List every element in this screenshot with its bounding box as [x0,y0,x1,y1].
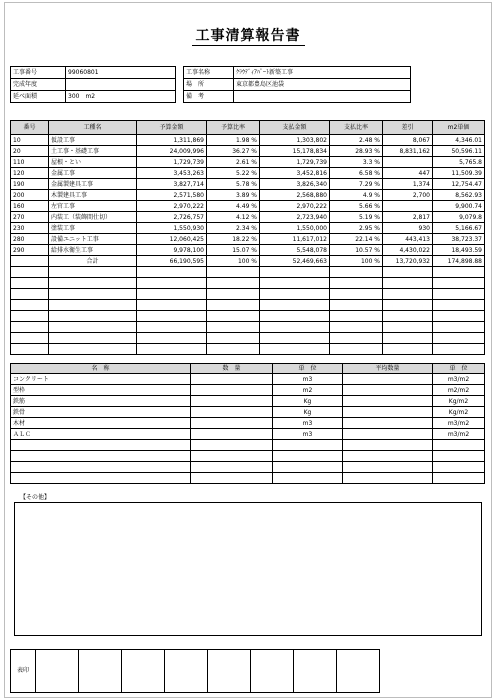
empty-cell [11,462,191,473]
cost-cell: 160 [11,201,49,212]
empty-cell [433,344,485,355]
cost-cell: 5,166.67 [433,223,485,234]
empty-row [11,278,485,289]
empty-cell [137,333,207,344]
materials-cell: ＡＬＣ [11,429,191,440]
empty-cell [433,473,485,484]
empty-cell [191,462,273,473]
empty-cell [273,462,343,473]
empty-row [11,473,485,484]
empty-cell [49,322,137,333]
empty-cell [433,278,485,289]
empty-cell [191,440,273,451]
empty-cell [207,311,260,322]
cost-cell: 52,469,663 [260,256,330,267]
cost-cell: 7.29 % [330,179,383,190]
materials-cell [191,396,273,407]
empty-cell [207,289,260,300]
cost-cell [383,201,433,212]
cost-cell: 2,700 [383,190,433,201]
cost-cell [383,157,433,168]
empty-cell [260,344,330,355]
empty-cell [383,333,433,344]
empty-cell [383,300,433,311]
note-label: 備 考 [184,91,234,103]
empty-cell [433,462,485,473]
materials-cell: 鉄骨 [11,407,191,418]
year-label: 完成年度 [11,79,66,91]
stamp-cell[interactable] [208,650,251,693]
table-row [11,135,485,146]
cost-cell: 8,831,162 [383,146,433,157]
cost-cell: 447 [383,168,433,179]
table-row [11,179,485,190]
empty-cell [260,289,330,300]
empty-row [11,311,485,322]
cost-cell: 5.19 % [330,212,383,223]
materials-cell: Kg/m2 [433,407,485,418]
materials-cell [191,374,273,385]
cost-cell: 2.95 % [330,223,383,234]
materials-cell: m3 [273,429,343,440]
empty-cell [383,344,433,355]
materials-cell [191,385,273,396]
empty-cell [49,267,137,278]
cost-cell: 5.78 % [207,179,260,190]
cost-cell: 9,079.8 [433,212,485,223]
table-row [11,146,485,157]
cost-cell: 280 [11,234,49,245]
empty-cell [11,440,191,451]
empty-cell [11,451,191,462]
cost-cell: 2,817 [383,212,433,223]
empty-cell [273,451,343,462]
cost-cell: 24,009,996 [137,146,207,157]
cost-cell: 1,550,930 [137,223,207,234]
empty-cell [191,473,273,484]
cost-cell: 1,303,802 [260,135,330,146]
cost-cell: 2.61 % [207,157,260,168]
cost-header-cell: 差引 [383,121,433,135]
empty-cell [49,278,137,289]
materials-cell [343,429,433,440]
empty-cell [137,344,207,355]
cost-header-row [11,121,485,135]
empty-cell [191,451,273,462]
empty-cell [273,473,343,484]
cost-cell: 18.22 % [207,234,260,245]
cost-cell: 3.3 % [330,157,383,168]
cost-header-cell: 番号 [11,121,49,135]
empty-cell [137,289,207,300]
empty-cell [11,300,49,311]
empty-cell [207,322,260,333]
empty-cell [11,278,49,289]
cost-cell: 12,754.47 [433,179,485,190]
cost-cell: 66,190,595 [137,256,207,267]
empty-row [11,462,485,473]
empty-cell [383,322,433,333]
materials-cell [343,385,433,396]
cost-cell: 1,729,739 [137,157,207,168]
cost-cell: 290 [11,245,49,256]
list-item [11,396,485,407]
cost-cell: 金属製建具工事 [49,179,137,190]
cost-cell: 443,413 [383,234,433,245]
table-row [11,223,485,234]
materials-cell: m2 [273,385,343,396]
cost-header-cell: m2単価 [433,121,485,135]
cost-cell: 28.93 % [330,146,383,157]
materials-cell [343,374,433,385]
materials-header-cell: 単 位 [433,364,485,374]
empty-cell [11,344,49,355]
cost-cell: 2,723,940 [260,212,330,223]
cost-cell: 4,430,022 [383,245,433,256]
table-row [11,256,485,267]
empty-cell [343,462,433,473]
cost-cell: 3.89 % [207,190,260,201]
stamp-cell[interactable] [251,650,294,693]
cost-cell: 200 [11,190,49,201]
cost-cell: 1.98 % [207,135,260,146]
cost-cell: 3,827,714 [137,179,207,190]
cost-cell: 190 [11,179,49,190]
cost-header-cell: 支払比率 [330,121,383,135]
cost-cell: 金属工事 [49,168,137,179]
empty-cell [207,344,260,355]
place-value: 東京都豊島区池袋 [234,79,411,91]
cost-cell: 2,571,580 [137,190,207,201]
materials-cell: コンクリート [11,374,191,385]
cost-cell: 3,826,340 [260,179,330,190]
empty-cell [330,311,383,322]
cost-cell: 給排水衛生工事 [49,245,137,256]
code-value: 99060801 [66,67,176,79]
materials-header-cell: 名 称 [11,364,191,374]
cost-cell: 合計 [49,256,137,267]
empty-row [11,267,485,278]
empty-cell [330,267,383,278]
cost-cell: 土工事・基礎工事 [49,146,137,157]
materials-cell: m2/m2 [433,385,485,396]
cost-cell: 5.66 % [330,201,383,212]
cost-cell: 8,562.93 [433,190,485,201]
materials-header-cell: 単 位 [273,364,343,374]
cost-cell: 5.22 % [207,168,260,179]
empty-cell [11,267,49,278]
materials-header-cell: 平均数量 [343,364,433,374]
cost-cell: 仮設工事 [49,135,137,146]
cost-cell: 20 [11,146,49,157]
materials-cell [191,407,273,418]
cost-cell: 9,978,100 [137,245,207,256]
cost-cell: 6.58 % [330,168,383,179]
empty-cell [260,300,330,311]
cost-cell: 18,493.59 [433,245,485,256]
cost-cell: 1,729,739 [260,157,330,168]
materials-cell [343,407,433,418]
cost-cell: 15,178,834 [260,146,330,157]
cost-cell: 1,550,000 [260,223,330,234]
table-row [11,190,485,201]
table-row [11,234,485,245]
name-value: ｸﾗｳﾃﾞｨｱﾊﾟｰﾄ新築工事 [234,67,411,79]
cost-cell: 50,596.11 [433,146,485,157]
empty-cell [433,289,485,300]
empty-cell [330,344,383,355]
empty-cell [433,300,485,311]
materials-cell: m3 [273,418,343,429]
empty-cell [330,300,383,311]
cost-cell: 120 [11,168,49,179]
cost-cell: 左官工事 [49,201,137,212]
stamp-cell[interactable] [122,650,165,693]
empty-cell [137,300,207,311]
empty-cell [343,451,433,462]
note-value [234,91,411,103]
materials-cell: 鉄筋 [11,396,191,407]
cost-cell: 38,723.37 [433,234,485,245]
area-value: 300 m2 [66,91,176,103]
empty-row [11,322,485,333]
cost-cell: 塗装工事 [49,223,137,234]
empty-row [11,451,485,462]
materials-cell: m3/m2 [433,418,485,429]
empty-cell [207,333,260,344]
stamp-cell[interactable] [79,650,122,693]
table-row [11,245,485,256]
cost-cell: 100 % [207,256,260,267]
empty-cell [383,278,433,289]
cost-cell: 3,453,263 [137,168,207,179]
code-label: 工事番号 [11,67,66,79]
materials-cell: m3/m2 [433,374,485,385]
empty-cell [330,278,383,289]
empty-cell [137,267,207,278]
empty-row [11,300,485,311]
materials-cell: m3/m2 [433,429,485,440]
empty-cell [11,473,191,484]
empty-cell [49,344,137,355]
table-row [11,201,485,212]
cost-cell: 内装工（装飾間仕切） [49,212,137,223]
empty-cell [433,440,485,451]
cost-header-cell: 工種名 [49,121,137,135]
empty-cell [49,300,137,311]
empty-cell [49,311,137,322]
cost-cell: 8,067 [383,135,433,146]
cost-cell: 2.34 % [207,223,260,234]
empty-row [11,344,485,355]
name-label: 工事名称 [184,67,234,79]
materials-header-row [11,364,485,374]
empty-cell [137,278,207,289]
empty-cell [330,333,383,344]
table-row [11,157,485,168]
cost-cell: 13,720,932 [383,256,433,267]
stamp-cell[interactable] [165,650,208,693]
table-row [11,212,485,223]
empty-cell [330,322,383,333]
stamp-table [10,649,380,693]
materials-cell [191,418,273,429]
place-label: 場 所 [184,79,234,91]
cost-header-cell: 予算金額 [137,121,207,135]
list-item [11,418,485,429]
materials-cell: Kg [273,396,343,407]
empty-cell [330,289,383,300]
empty-cell [273,440,343,451]
empty-cell [207,300,260,311]
empty-cell [260,267,330,278]
cost-cell: 270 [11,212,49,223]
empty-row [11,440,485,451]
cost-cell: 設備ユニット工事 [49,234,137,245]
year-value [66,79,176,91]
empty-cell [260,311,330,322]
other-label: 【その他】 [20,494,51,501]
project-info-table [10,66,411,103]
materials-cell: 木材 [11,418,191,429]
cost-cell: 5,765.8 [433,157,485,168]
cost-cell: 4.49 % [207,201,260,212]
stamp-cell[interactable] [294,650,337,693]
cost-cell: 2.48 % [330,135,383,146]
materials-cell: 型枠 [11,385,191,396]
cost-cell: 12,060,425 [137,234,207,245]
table-row [11,168,485,179]
cost-table [10,120,485,355]
other-notes-box[interactable] [14,502,482,636]
cost-cell: 4,346.01 [433,135,485,146]
cost-header-cell: 予算比率 [207,121,260,135]
empty-cell [11,289,49,300]
list-item [11,407,485,418]
empty-cell [433,267,485,278]
empty-cell [207,278,260,289]
cost-cell: 木製建具工事 [49,190,137,201]
cost-cell: 5,548,078 [260,245,330,256]
cost-cell: 屋根・とい [49,157,137,168]
cost-header-cell: 支払金額 [260,121,330,135]
cost-cell: 2,568,880 [260,190,330,201]
empty-cell [137,322,207,333]
empty-cell [383,267,433,278]
list-item [11,374,485,385]
cost-cell: 2,726,757 [137,212,207,223]
area-label: 延べ面積 [11,91,66,103]
empty-cell [11,333,49,344]
materials-cell: m3 [273,374,343,385]
cost-cell: 230 [11,223,49,234]
cost-cell: 11,509.39 [433,168,485,179]
cost-cell: 100 % [330,256,383,267]
cost-cell: 3,452,816 [260,168,330,179]
empty-cell [383,311,433,322]
cost-cell: 22.14 % [330,234,383,245]
empty-cell [49,333,137,344]
materials-header-cell: 数 量 [191,364,273,374]
cost-cell: 4.12 % [207,212,260,223]
empty-cell [49,289,137,300]
cost-cell: 11,617,012 [260,234,330,245]
cost-cell: 2,970,222 [137,201,207,212]
empty-cell [383,289,433,300]
empty-cell [343,473,433,484]
empty-cell [260,278,330,289]
cost-cell: 110 [11,157,49,168]
cost-cell: 36.27 % [207,146,260,157]
materials-cell [343,396,433,407]
empty-cell [343,440,433,451]
empty-cell [260,333,330,344]
stamp-label: 表印 [11,650,36,693]
empty-row [11,289,485,300]
empty-cell [137,311,207,322]
empty-cell [11,311,49,322]
empty-cell [207,267,260,278]
cost-cell: 4.9 % [330,190,383,201]
materials-table [10,363,485,484]
empty-cell [11,322,49,333]
cost-cell: 1,374 [383,179,433,190]
empty-cell [433,333,485,344]
list-item [11,429,485,440]
cost-cell: 1,311,869 [137,135,207,146]
stamp-cell[interactable] [36,650,79,693]
cost-cell: 9,900.74 [433,201,485,212]
cost-cell [11,256,49,267]
materials-cell [191,429,273,440]
cost-cell: 10 [11,135,49,146]
materials-cell: Kg [273,407,343,418]
page-title: 工事清算報告書 [5,25,491,45]
cost-cell: 930 [383,223,433,234]
materials-cell [343,418,433,429]
empty-cell [433,311,485,322]
cost-cell: 10.57 % [330,245,383,256]
list-item [11,385,485,396]
empty-cell [433,451,485,462]
cost-cell: 2,970,222 [260,201,330,212]
empty-row [11,333,485,344]
cost-cell: 15.07 % [207,245,260,256]
cost-cell: 174,898.88 [433,256,485,267]
empty-cell [433,322,485,333]
stamp-cell[interactable] [337,650,380,693]
materials-cell: Kg/m2 [433,396,485,407]
empty-cell [260,322,330,333]
